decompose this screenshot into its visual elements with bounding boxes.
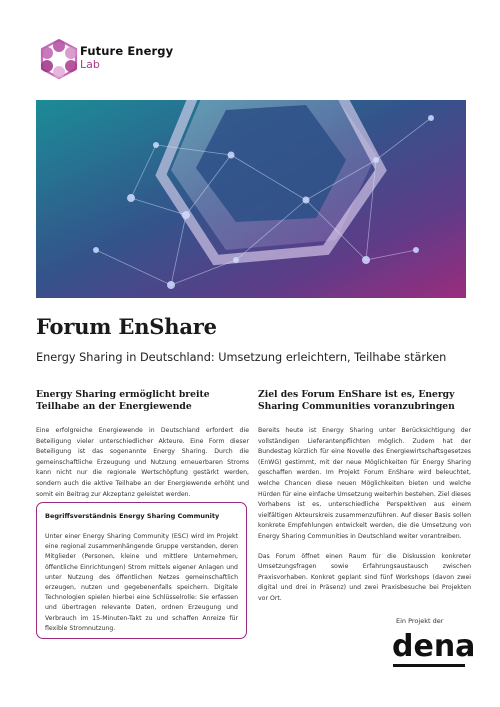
- dena-logo-underline: [393, 664, 465, 667]
- left-heading: Energy Sharing ermöglicht breite Teilhabe an der Energiewende: [36, 389, 210, 412]
- right-body-2: Das Forum öffnet einen Raum für die Diskussion konkreter Umsetzungsfragen sowie Erfahrungsaustausch zwischen Praxisvorhaben. Konkret geplant sind fünf Workshops (davon zwei digital und drei in Präsenz) und zwei Praxisbesuche bei Projekten vor Ort.: [258, 552, 471, 602]
- right-column: [258, 389, 471, 614]
- hero-image: [36, 100, 466, 298]
- right-heading: Ziel des Forum EnShare ist es, Energy Sharing Communities voranzubringen: [258, 389, 455, 412]
- left-body: Eine erfolgreiche Energiewende in Deutschland erfordert die Beteiligung vieler unterschiedlicher Akteure. Eine Form dieser Beteiligung ist das sogenannte Energy Sharing. Durch die gemeinschaftliche Erzeugung und Nutzung erneuerbaren Stroms kann nicht nur die regionale Wertschöpfung gestärkt werden, sondern auch die aktive Teilhabe an der Energiewende erhöht und somit ein Beitrag zur Akzeptanz geleistet werden.: [36, 427, 249, 498]
- definition-box: [36, 502, 247, 639]
- page-title: Forum EnShare: [36, 314, 217, 339]
- project-label: Ein Projekt der: [396, 617, 444, 625]
- logo-subtitle: Lab: [80, 58, 100, 71]
- dena-logo: dena: [392, 629, 476, 664]
- page-subtitle: Energy Sharing in Deutschland: Umsetzung erleichtern, Teilhabe stärken: [36, 351, 447, 364]
- abstract-hexagon-network-image: [36, 100, 466, 298]
- future-energy-lab-logo: [36, 38, 82, 80]
- hexagon-flower-icon: [36, 38, 82, 80]
- definition-heading: Begriffsverständnis Energy Sharing Community: [45, 512, 220, 520]
- logo-title: Future Energy: [80, 44, 174, 58]
- definition-body: Unter einer Energy Sharing Community (ESC) wird im Projekt eine regional zusammenhängende Gruppe verstanden, deren Mitglieder (Personen, kleine und mittlere Unternehmen, öffentliche Einrichtungen) Strom mittels eigener Anlagen und unter Nutzung des öffentlichen Netzes gemeinschaftlich erzeugen, nutzen und gegebenenfalls speichern. Digitale Technologien spielen hierbei eine Schlüsselrolle: Sie erfassen und übertragen relevante Daten, ordnen Erzeugung und Verbrauch im 15-Minuten-Takt zu und schaffen Anreize für flexible Stromnutzung.: [45, 533, 238, 632]
- right-body-1: Bereits heute ist Energy Sharing unter Berücksichtigung der vollständigen Lieferantenpflichten möglich. Zudem hat der Bundestag kürzlich für eine Novelle des Energiewirtschaftsgesetzes (EnWG) gestimmt, mit der neue Möglichkeiten für Energy Sharing geschaffen werden. Im Projekt Forum EnShare wird beleuchtet, welche Chancen diese neuen Möglichkeiten bieten und welche Hürden für eine einfache Umsetzung weiterhin bestehen. Ziel dieses Vorhabens ist es, unterschiedliche Perspektiven aus einem vielfältigen Akteurskreis zusammenzuführen. Auf dieser Basis sollen konkrete Empfehlungen entwickelt werden, die die Umsetzung von Energy Sharing Communities in Deutschland weiter vorantreiben.: [258, 427, 471, 540]
- left-column: [36, 389, 249, 509]
